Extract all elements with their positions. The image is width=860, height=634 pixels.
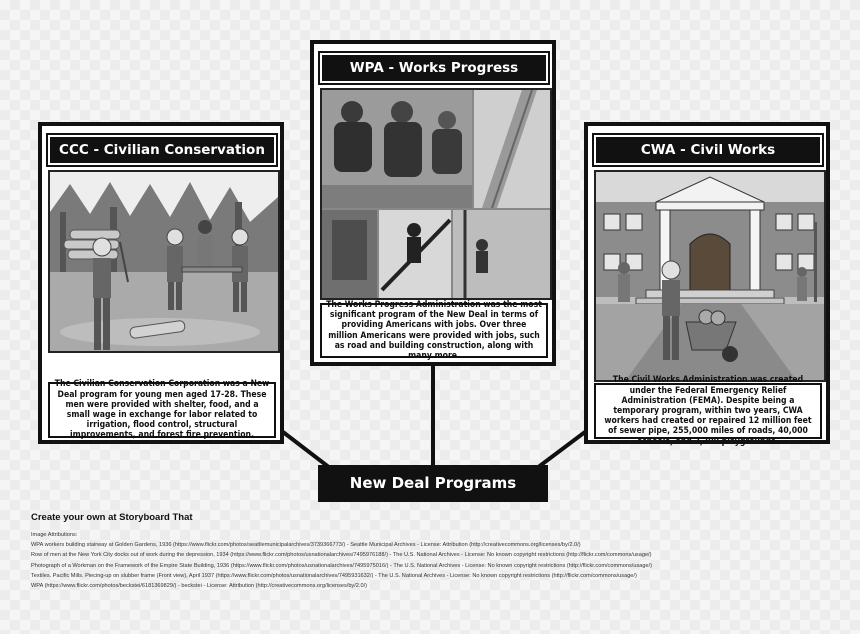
card-wpa-description: The Works Progress Administration was the most significant program of the New Deal in terms of providing Americans with jobs. Over three million Americans were provided with jobs, such as road and building construction, along with many more. <box>320 303 548 358</box>
card-ccc-illustration <box>48 170 280 353</box>
connector-left <box>283 432 330 468</box>
card-ccc <box>38 122 284 444</box>
card-cwa-illustration <box>594 170 826 382</box>
connector-right <box>537 432 585 468</box>
attribution-item: WPA workers building stairway at Golden Gardens, 1936 (https://www.flickr.com/photos/seattlemunicipalarchives/3739366773/) - Seattle Municipal Archives - License: Attribution (http://creativecommons.org/licenses/by/2.0/) <box>31 542 581 549</box>
card-wpa <box>310 40 556 366</box>
card-ccc-description: The Civilian Conservation Corporation was a New Deal program for young men aged 17-28. These men were provided with shelter, food, and a small wage in exchange for labor related to irrigation, flood control, structural improvements, and forest fire prevention. <box>48 382 276 438</box>
photo-collage-image <box>322 90 550 298</box>
create-your-own-link[interactable]: Create your own at Storyboard That <box>31 512 193 523</box>
school-building-scene-image <box>596 172 824 380</box>
card-cwa <box>584 122 830 447</box>
card-ccc-title: CCC - Civilian Conservation <box>48 135 276 165</box>
card-cwa-title: CWA - Civil Works <box>594 135 822 165</box>
image-attributions <box>31 530 851 591</box>
card-wpa-photo-collage <box>320 88 552 300</box>
card-cwa-description: under the Federal Emergency Relief Administration (FEMA). Despite being a temporary program, within two years, CWA workers had created or repaired 12 million feet of sewer pipe, 255,000 miles of roads, 40,000 schools, and 3,700 playgrounds. <box>594 383 822 439</box>
attribution-item: Textiles. Pacific Mills. Piecing-up on slubber frame (Front view), April 1937 (https://www.flickr.com/photos/usnationalarchives/7495931632/) - The U.S. National Archives - License: No known copyright restrictions (http://flickr.com/commons/usage/) <box>31 572 637 579</box>
center-label: New Deal Programs <box>318 465 548 502</box>
attributions-heading: Image Attributions: <box>31 532 78 538</box>
attribution-item: Photograph of a Workman on the Framework of the Empire State Building, 1936 (https://www.flickr.com/photos/usnationalarchives/7495975016/) - The U.S. National Archives - License: No known copyright restrictions (http://flickr.com/commons/usage/) <box>31 562 652 569</box>
card-wpa-title: WPA - Works Progress <box>320 53 548 83</box>
attribution-item: WPA (https://www.flickr.com/photos/beckstei/6181369829/) - beckstei - License: Attribution (http://creativecommons.org/licenses/by/2.0/) <box>31 583 367 590</box>
forest-scene-image <box>50 172 278 351</box>
attribution-item: Row of men at the New York City docks out of work during the depression, 1934 (https://www.flickr.com/photos/usnationalarchives/7495976188/) - The U.S. National Archives - License: No known copyright restrictions (http://flickr.com/commons/usage/) <box>31 552 652 559</box>
